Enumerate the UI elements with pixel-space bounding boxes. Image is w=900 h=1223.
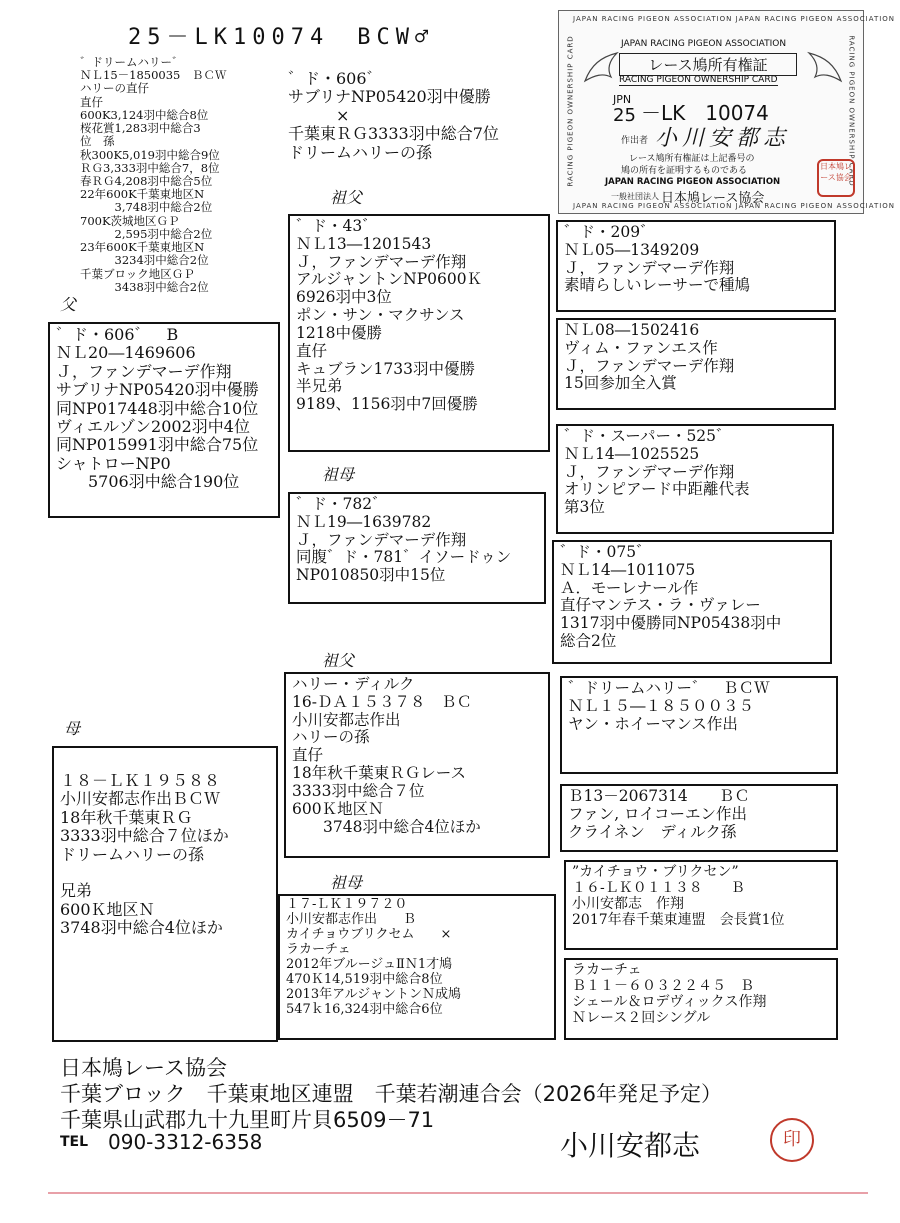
sire-grandfather-box — [288, 214, 550, 452]
footer-owner: 小川安都志 — [560, 1129, 701, 1162]
card-ring: －LK 10074 — [641, 101, 769, 125]
pedigree-line: 15回参加全入賞 — [564, 374, 677, 393]
footer-org: 日本鳩レース協会 — [60, 1056, 227, 1080]
pedigree-line: ＮＬ19―1639782 — [296, 512, 432, 531]
pedigree-line: ＮＬ20―1469606 — [56, 343, 196, 363]
pedigree-line: ラカーチェ — [572, 962, 642, 978]
pedigree-line: 3748羽中総合4位ほか — [60, 918, 223, 938]
owner-seal-text: 印 — [783, 1129, 801, 1150]
note-line: ＮＬ15－1850035 ＢＣＷ — [80, 68, 227, 83]
pedigree-line: ＮＬ08―1502416 — [564, 321, 700, 339]
pedigree-line: 小川安都志作出 — [292, 710, 401, 729]
pedigree-line: 6926羽中3位 — [296, 288, 392, 307]
pedigree-line: ＮＬ13―1201543 — [296, 234, 432, 253]
pedigree-line: アルジャントンNP0600Ｋ — [296, 270, 483, 289]
ggp-box-1 — [556, 220, 836, 312]
pedigree-line: Ｊ，ファンデマーデ作翔 — [296, 252, 467, 271]
pedigree-line: ゛ド・209゛ — [564, 223, 656, 241]
pedigree-line: 同腹゛ド・781゛イソードゥン — [296, 548, 512, 567]
card-assoc-en: JAPAN RACING PIGEON ASSOCIATION — [621, 39, 787, 49]
label-grandmother-sire: 祖母 — [322, 465, 355, 484]
pedigree-line: ヴィエルゾン2002羽中4位 — [56, 416, 250, 436]
pedigree-line: 547ｋ16,324羽中総合6位 — [286, 1001, 443, 1017]
pedigree-line: ファン, ロイコーエン作出 — [568, 804, 747, 823]
pedigree-line: NP010850羽中15位 — [296, 566, 446, 585]
pedigree-line: ハリーの孫 — [292, 728, 370, 747]
pedigree-line: 600Ｋ地区Ｎ — [292, 799, 384, 818]
note-line: 3,748羽中総合2位 — [80, 200, 213, 215]
card-title-en: RACING PIGEON OWNERSHIP CARD — [619, 75, 778, 85]
label-grandfather-sire: 祖父 — [330, 188, 363, 207]
pedigree-line: 直仔マンテス・ラ・ヴァレー — [560, 596, 761, 615]
pedigree-line: Ｎレース２回シングル — [572, 1010, 711, 1027]
pedigree-line: カイチョウブリクセム × — [286, 926, 452, 942]
pedigree-line: ドリームハリーの孫 — [60, 844, 205, 864]
pedigree-line: Ｂ13－2067314 ＢＣ — [568, 787, 750, 805]
pedigree-line: 1317羽中優勝同NP05438羽中 — [560, 614, 782, 633]
pedigree-line: ＮＬ05―1349209 — [564, 240, 700, 259]
pedigree-line: キュブラン1733羽中優勝 — [296, 359, 475, 378]
note-line: 700K茨城地区ＧＰ — [80, 213, 180, 228]
pedigree-line: ヴィム・ファンエス作 — [564, 338, 718, 357]
pedigree-line: 600Ｋ地区Ｎ — [60, 899, 155, 919]
pedigree-line: 第3位 — [564, 498, 605, 517]
pedigree-line: シャトローNP0 — [56, 453, 171, 473]
pedigree-line: １６-ＬＫ０１１３８ Ｂ — [572, 880, 745, 897]
owner-seal — [770, 1118, 814, 1162]
page-title: 25－LK10074 BCW♂ — [128, 25, 435, 50]
pedigree-line: ゛ド・075゛ — [560, 543, 652, 561]
note-line: 22年600K千葉東地区N — [80, 187, 205, 202]
father-box — [48, 322, 280, 518]
card-title-jp: レース鳩所有権証 — [619, 53, 797, 76]
pedigree-line: 2013年アルジャントンＮ成鳩 — [286, 986, 461, 1002]
pedigree-line: 素晴らしいレーサーで種鳩 — [564, 276, 751, 295]
pedigree-line: 5706羽中総合190位 — [56, 472, 240, 492]
pedigree-line: 18年秋千葉東ＲＧレース — [292, 764, 466, 783]
pedigree-line: 小川安都志作出ＢＣＷ — [60, 789, 221, 809]
label-grandfather-dam: 祖父 — [322, 651, 355, 670]
pedigree-line: 3748羽中総合4位ほか — [292, 817, 481, 836]
note-line: 直仔 — [80, 94, 103, 109]
card-stamp — [817, 159, 855, 197]
card-edge-right: RACING PIGEON OWNERSHIP CARD — [847, 35, 856, 187]
pedigree-line: 小川安都志 作翔 — [572, 896, 684, 913]
pedigree-line: 18年秋千葉東ＲＧ — [60, 807, 193, 827]
note-line: ＲＧ3,333羽中総合7，8位 — [80, 160, 220, 175]
ggp-box-5 — [560, 676, 838, 774]
pigeon-emblem-left-icon — [581, 47, 621, 87]
label-father: 父 — [60, 295, 77, 314]
pedigree-line: サブリナNP05420羽中優勝 — [56, 380, 259, 400]
card-stamp-text: 日本鳩レース協会 — [820, 162, 852, 182]
pedigree-line: 3333羽中総合７位 — [292, 781, 425, 800]
note-line: 千葉ブロック地区ＧＰ — [80, 266, 195, 281]
pedigree-line: 16-ＤＡ１５３７８ ＢＣ — [292, 692, 472, 711]
card-note-2: 鳩の所有を証明するものである — [621, 166, 748, 176]
pedigree-line: オリンピアード中距離代表 — [564, 480, 750, 499]
pedigree-line: １８－ＬＫ１９５８８ — [60, 771, 221, 790]
pedigree-line: 9189、1156羽中7回優勝 — [296, 395, 478, 414]
dam-grandmother-box — [278, 894, 556, 1040]
label-grandmother-dam: 祖母 — [330, 873, 363, 892]
label-mother: 母 — [64, 719, 81, 738]
pedigree-line: 総合2位 — [560, 632, 617, 651]
pedigree-line: クライネン ディルク孫 — [568, 822, 737, 841]
pedigree-line: 同NP017448羽中総合10位 — [56, 398, 259, 418]
ggp-box-2 — [556, 318, 836, 410]
pedigree-line: ＮＬ１５―１８５００３５ — [568, 696, 755, 715]
pedigree-line: Ｊ，ファンデマーデ作翔 — [564, 462, 735, 481]
note-line: 桜花賞1,283羽中総合3 — [80, 121, 201, 136]
pedigree-line: 470Ｋ14,519羽中総合8位 — [286, 971, 443, 987]
mother-box — [52, 746, 278, 1042]
ggp-box-4 — [552, 540, 832, 664]
note-line: 位 孫 — [80, 134, 115, 149]
pedigree-line: シェール＆ロデヴィックス作翔 — [572, 994, 767, 1011]
pedigree-line: 直仔 — [292, 746, 324, 765]
card-year: 25 — [613, 105, 636, 126]
pedigree-line: 直仔 — [296, 341, 328, 360]
ownership-card — [558, 10, 896, 214]
pedigree-line: 3333羽中総合７位ほか — [60, 826, 229, 846]
dam-grandfather-box — [284, 672, 550, 858]
pedigree-line: ハリー・ディルク — [292, 675, 415, 693]
pedigree-line: ゛ドリームハリー゛ ＢＣＷ — [568, 679, 770, 697]
pedigree-line: ＮＬ14―1025525 — [564, 444, 700, 463]
pedigree-line: 2012年ブルージュⅡＮ1才鳩 — [286, 956, 453, 972]
pedigree-line: ゛ド・782゛ — [296, 495, 388, 513]
pedigree-line: 1218中優勝 — [296, 323, 382, 342]
pedigree-line: 小川安都志作出 Ｂ — [286, 911, 417, 927]
pedigree-line: Ａ．モーレナール作 — [560, 578, 699, 597]
pedigree-line: Ｊ，ファンデマーデ作翔 — [56, 361, 232, 381]
summary-line: ドリームハリーの孫 — [288, 142, 433, 162]
note-line: 3438羽中総合2位 — [80, 279, 209, 294]
card-footer-en: JAPAN RACING PIGEON ASSOCIATION — [605, 177, 781, 187]
footer-unions: 千葉ブロック 千葉東地区連盟 千葉若潮連合会（2026年発足予定） — [60, 1082, 723, 1106]
card-footer-jp: 日本鳩レース協会 — [661, 191, 765, 206]
sire-summary — [288, 70, 499, 162]
card-footer-prefix: 一般社団法人 — [611, 192, 659, 201]
ggp-box-3 — [556, 424, 834, 534]
pedigree-line: １７-ＬＫ１９７２０ — [286, 897, 408, 912]
note-line: 2,595羽中総合2位 — [80, 226, 213, 241]
pedigree-line: ＮＬ14―1011075 — [560, 560, 696, 579]
pedigree-line: ゛ド・606゛ B — [56, 325, 179, 344]
bottom-rule — [48, 1192, 868, 1194]
pedigree-line: Ｂ１１－６０３２２４５ Ｂ — [572, 978, 754, 995]
ggp-box-6 — [560, 784, 838, 852]
summary-line: × — [288, 105, 350, 125]
sire-notes — [80, 56, 290, 294]
pedigree-line: 2017年春千葉東連盟 会長賞1位 — [572, 912, 785, 929]
ggp-box-8 — [564, 958, 838, 1040]
pedigree-line: ポン・サン・マクサンス — [296, 306, 465, 325]
pedigree-line — [60, 864, 270, 882]
card-edge-left: RACING PIGEON OWNERSHIP CARD — [566, 35, 575, 187]
pedigree-line: Ｊ，ファンデマーデ作翔 — [564, 258, 735, 277]
pigeon-emblem-right-icon — [805, 47, 845, 87]
note-line: 秋300K5,019羽中総合9位 — [80, 147, 220, 162]
sire-grandmother-box — [288, 492, 546, 604]
pedigree-line: Ｊ，ファンデマーデ作翔 — [564, 356, 735, 375]
card-edge-top: JAPAN RACING PIGEON ASSOCIATION JAPAN RACING PIGEON ASSOCIATION — [573, 15, 896, 23]
pedigree-line: 兄弟 — [60, 881, 93, 901]
pedigree-line: ヤン・ホイーマンス作出 — [568, 714, 738, 733]
note-line: 春ＲＧ4,208羽中総合5位 — [80, 173, 213, 188]
footer-address: 千葉県山武郡九十九里町片貝6509－71 — [60, 1108, 435, 1132]
card-owner-handwritten: 小川安都志 — [655, 126, 791, 151]
summary-line: サブリナNP05420羽中優勝 — [288, 87, 491, 107]
card-owner-label: 作出者 — [621, 136, 649, 146]
card-jpn: JPN — [613, 93, 632, 106]
pedigree-line: 半兄弟 — [296, 377, 343, 396]
pedigree-line: ”カイチョウ・ブリクセン” — [572, 864, 739, 880]
note-line: 23年600K千葉東地区N — [80, 240, 205, 255]
ggp-box-7 — [564, 860, 838, 950]
card-edge-bottom: JAPAN RACING PIGEON ASSOCIATION JAPAN RACING PIGEON ASSOCIATION — [573, 202, 896, 210]
note-line: ハリーの直仔 — [80, 81, 149, 96]
pedigree-line: 同NP015991羽中総合75位 — [56, 435, 259, 455]
pedigree-line: ラカーチェ — [286, 941, 351, 957]
summary-line: ゛ド・606゛ — [288, 69, 383, 88]
footer-tel: 090-3312-6358 — [108, 1130, 263, 1154]
card-note-1: レース鳩所有権証は上記番号の — [629, 154, 755, 164]
note-line: 3234羽中総合2位 — [80, 253, 209, 268]
pedigree-line: ゛ド・スーパー・525゛ — [564, 427, 732, 445]
pedigree-line: ゛ド・43゛ — [296, 217, 378, 235]
note-line: ゛ドリームハリー゛ — [80, 55, 184, 69]
note-line: 600K3,124羽中総合8位 — [80, 107, 209, 122]
pedigree-line: Ｊ，ファンデマーデ作翔 — [296, 530, 467, 549]
summary-line: 千葉東ＲＧ3333羽中総合7位 — [288, 124, 499, 144]
footer-tel-label: TEL — [60, 1134, 89, 1150]
